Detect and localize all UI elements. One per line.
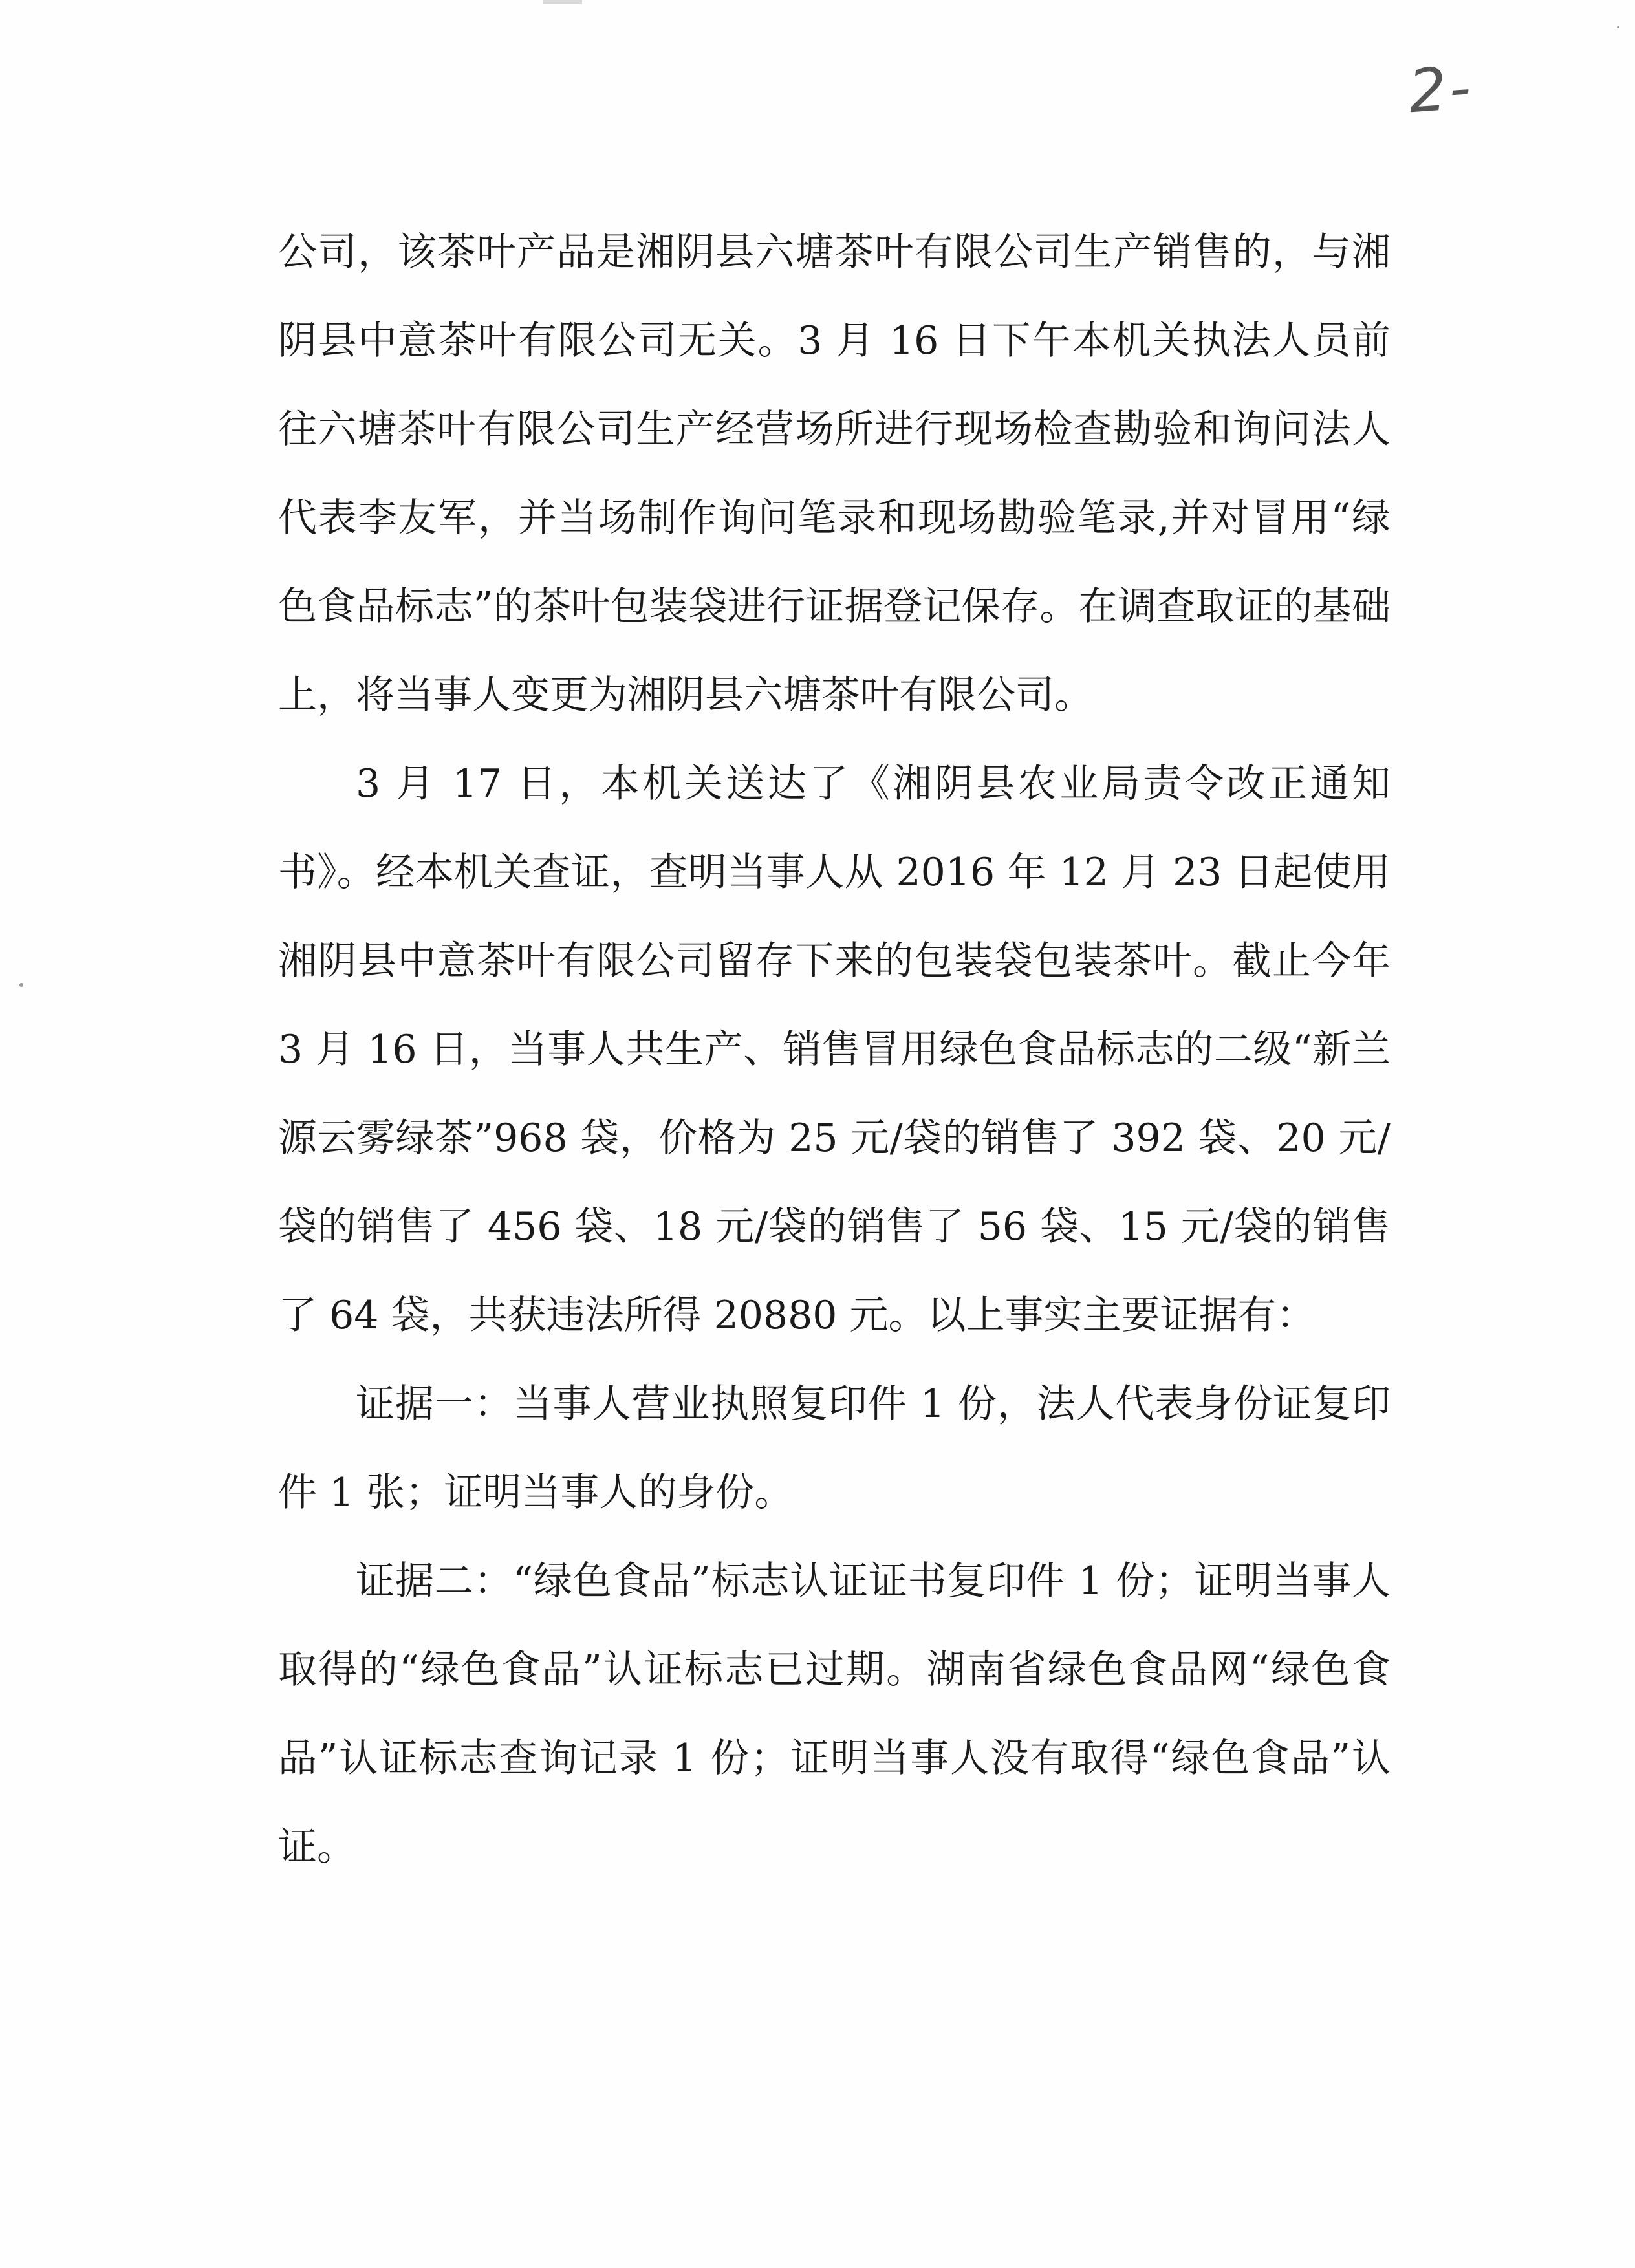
handwritten-page-number: 2- — [1406, 52, 1476, 127]
paragraph-evidence-1: 证据一：当事人营业执照复印件 1 份，法人代表身份证复印件 1 张；证明当事人的身份。 — [278, 1381, 1391, 1515]
document-body — [278, 208, 1391, 1892]
paragraph-evidence-2: 证据二：“绿色食品”标志认证证书复印件 1 份；证明当事人取得的“绿色食品”认证标志已过期。湖南省绿色食品网“绿色食品”认证标志查询记录 1 份；证明当事人没有取得“绿色食品”认证。 — [278, 1559, 1391, 1870]
scan-edge-mark — [543, 0, 582, 4]
paragraph-1: 公司，该茶叶产品是湘阴县六塘茶叶有限公司生产销售的，与湘阴县中意茶叶有限公司无关。3 月 16 日下午本机关执法人员前往六塘茶叶有限公司生产经营场所进行现场检查勘验和询问法人代表李友军，并当场制作询问笔录和现场勘验笔录,并对冒用“绿色食品标志”的茶叶包装袋进行证据登记保存。在调查取证的基础上，将当事人变更为湘阴县六塘茶叶有限公司。 — [278, 230, 1391, 718]
scan-speck — [19, 983, 23, 987]
paragraph-2: 3 月 17 日，本机关送达了《湘阴县农业局责令改正通知书》。经本机关查证，查明当事人从 2016 年 12 月 23 日起使用湘阴县中意茶叶有限公司留存下来的包装袋包装茶叶。截止今年 3 月 16 日，当事人共生产、销售冒用绿色食品标志的二级“新兰源云雾绿茶”968 袋，价格为 25 元/袋的销售了 392 袋、20 元/袋的销售了 456 袋、18 元/袋的销售了 56 袋、15 元/袋的销售了 64 袋，共获违法所得 20880 元。以上事实主要证据有： — [278, 761, 1391, 1338]
scan-speck — [1617, 26, 1619, 28]
